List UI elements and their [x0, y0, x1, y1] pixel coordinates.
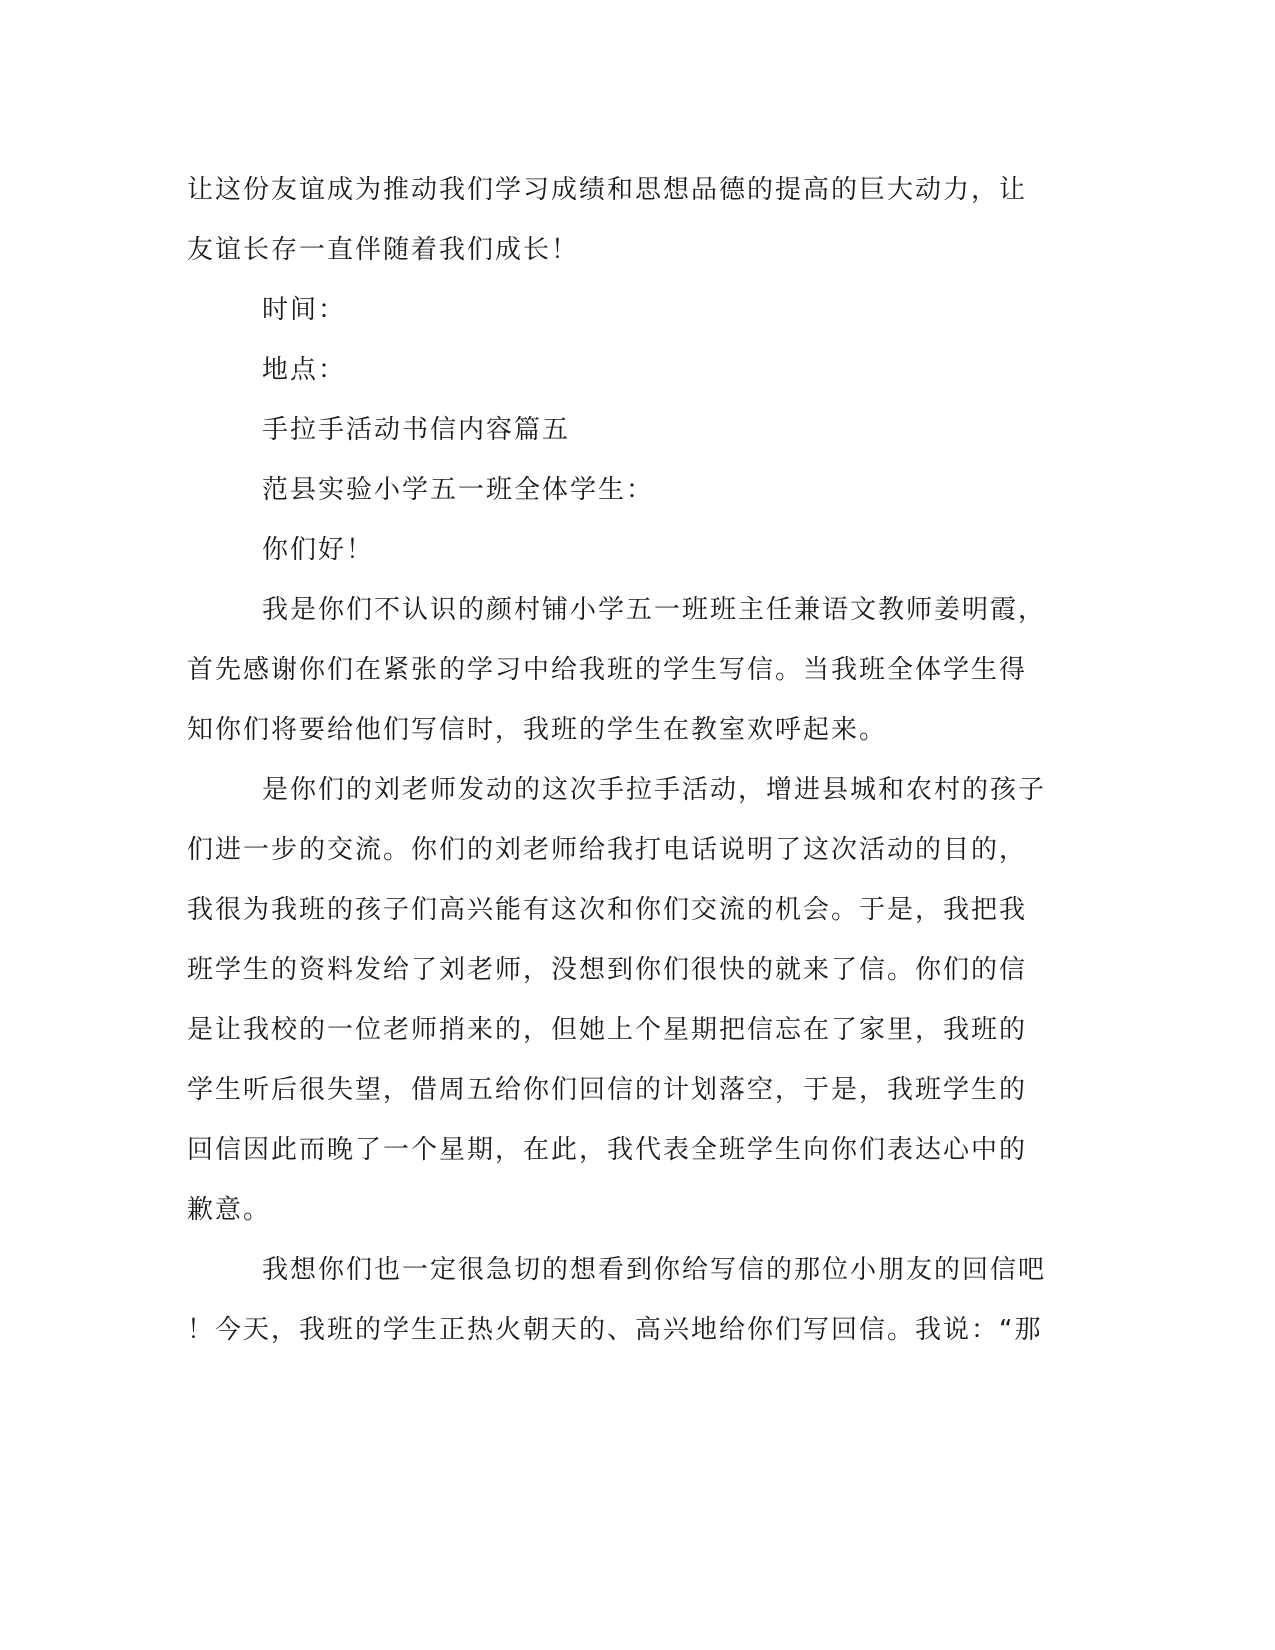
text-line: ！今天，我班的学生正热火朝天的、高兴地给你们写回信。我说：“那	[187, 1315, 1043, 1345]
letter-greeting: 你们好！	[262, 535, 375, 565]
text-line: 学生听后很失望，借周五给你们回信的计划落空，于是，我班学生的	[187, 1075, 1028, 1105]
text-line: 我想你们也一定很急切的想看到你给写信的那位小朋友的回信吧	[262, 1255, 1047, 1285]
text-line: 歉意。	[187, 1195, 272, 1225]
text-line: 知你们将要给他们写信时，我班的学生在教室欢呼起来。	[187, 715, 888, 745]
text-line: 班学生的资料发给了刘老师，没想到你们很快的就来了信。你们的信	[187, 955, 1028, 985]
document-body	[187, 160, 1067, 1360]
text-line: 我是你们不认识的颜村铺小学五一班班主任兼语文教师姜明霞，	[262, 595, 1047, 625]
section-title: 手拉手活动书信内容篇五	[262, 415, 571, 445]
location-label: 地点：	[262, 355, 347, 385]
text-line: 是你们的刘老师发动的这次手拉手活动，增进县城和农村的孩子	[262, 775, 1047, 805]
text-line: 我很为我班的孩子们高兴能有这次和你们交流的机会。于是，我把我	[187, 895, 1028, 925]
text-line: 友谊长存一直伴随着我们成长！	[187, 235, 580, 265]
text-line: 让这份友谊成为推动我们学习成绩和思想品德的提高的巨大动力，让	[187, 175, 1028, 205]
time-label: 时间：	[262, 295, 347, 325]
text-line: 是让我校的一位老师捎来的，但她上个星期把信忘在了家里，我班的	[187, 1015, 1028, 1045]
letter-recipient: 范县实验小学五一班全体学生：	[262, 475, 655, 505]
text-line: 们进一步的交流。你们的刘老师给我打电话说明了这次活动的目的，	[187, 835, 1028, 865]
text-line: 首先感谢你们在紧张的学习中给我班的学生写信。当我班全体学生得	[187, 655, 1028, 685]
text-line: 回信因此而晚了一个星期，在此，我代表全班学生向你们表达心中的	[187, 1135, 1028, 1165]
